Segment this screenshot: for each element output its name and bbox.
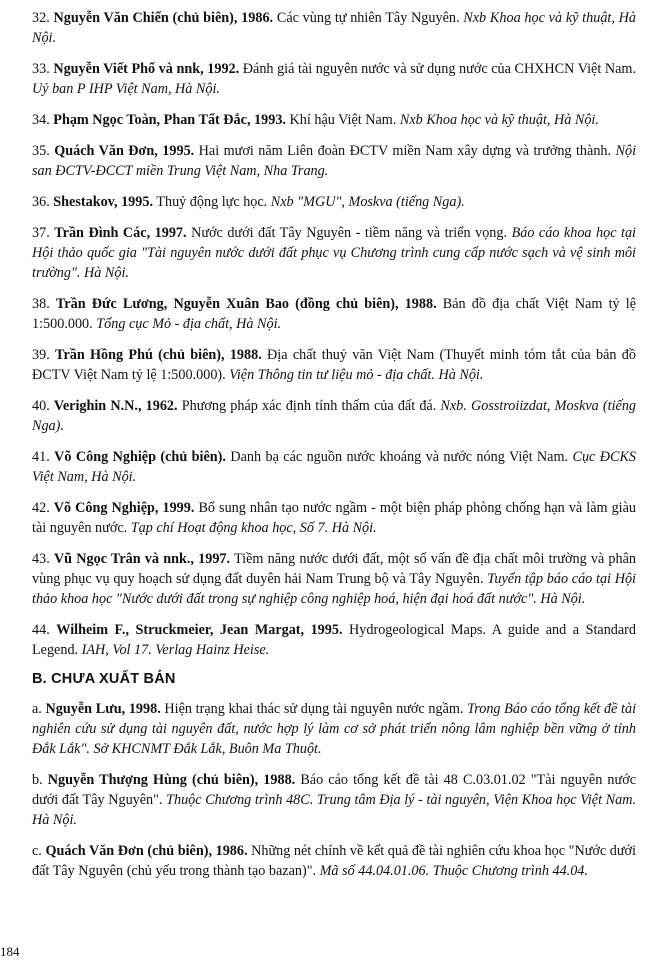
reference-source: IAH, Vol 17. Verlag Hainz Heise. xyxy=(81,642,270,658)
reference-number: 34. xyxy=(32,112,50,128)
reference-item xyxy=(32,8,636,48)
item-authors: Nguyễn Thượng Hùng (chủ biên), 1988. xyxy=(47,772,296,788)
reference-title: Tiềm năng nước dưới đất, một số vấn đề địa chất môi trường và phân vùng phục vụ quy hoạch sử dụng đất duyên hải Nam Trung bộ và Tây Nguyên. xyxy=(32,551,637,587)
reference-authors: Quách Văn Đơn, 1995. xyxy=(54,143,195,159)
reference-item xyxy=(32,549,636,609)
reference-number: 40. xyxy=(32,398,50,414)
reference-authors: Nguyễn Viết Phổ và nnk, 1992. xyxy=(53,61,240,77)
reference-title: Hai mươi năm Liên đoàn ĐCTV miền Nam xây dựng và trưởng thành. xyxy=(194,143,616,159)
reference-source: Nxb Khoa học và kỹ thuật, Hà Nội. xyxy=(399,112,599,128)
reference-number: 38. xyxy=(32,296,50,312)
reference-authors: Võ Công Nghiệp (chủ biên). xyxy=(54,449,226,465)
reference-source: Tạp chí Hoạt động khoa học, Số 7. Hà Nội. xyxy=(130,520,377,536)
reference-authors: Trần Đức Lương, Nguyễn Xuân Bao (đồng chủ biên), 1988. xyxy=(55,296,437,312)
reference-title: Bản đồ địa chất Việt Nam tỷ lệ 1:500.000. xyxy=(32,296,636,332)
reference-source: Uỷ ban P IHP Việt Nam, Hà Nội. xyxy=(32,81,220,97)
reference-list xyxy=(32,8,636,892)
reference-authors: Shestakov, 1995. xyxy=(53,194,154,210)
item-authors: Nguyễn Lưu, 1998. xyxy=(45,701,161,717)
reference-title: Nước dưới đất Tây Nguyên - tiềm năng và triển vọng. xyxy=(186,225,512,241)
item-letter: c. xyxy=(32,843,42,859)
unpublished-item xyxy=(32,699,636,759)
item-source: Mã số 44.04.01.06. Thuộc Chương trình 44.04. xyxy=(319,863,588,879)
reference-item xyxy=(32,223,636,283)
reference-number: 42. xyxy=(32,500,50,516)
unpublished-item xyxy=(32,841,636,881)
reference-item xyxy=(32,498,636,538)
reference-authors: Phạm Ngọc Toàn, Phan Tất Đắc, 1993. xyxy=(53,112,286,128)
reference-item xyxy=(32,396,636,436)
item-authors: Quách Văn Đơn (chủ biên), 1986. xyxy=(45,843,248,859)
reference-item xyxy=(32,141,636,181)
reference-source: Nxb "MGU", Moskva (tiếng Nga). xyxy=(270,194,465,210)
reference-number: 39. xyxy=(32,347,50,363)
reference-title: Khí hậu Việt Nam. xyxy=(285,112,400,128)
reference-title: Hydrogeological Maps. A guide and a Standard Legend. xyxy=(32,622,636,658)
item-title: Báo cáo tổng kết đề tài 48 C.03.01.02 "Tài nguyên nước dưới đất Tây Nguyên". xyxy=(32,772,637,808)
reference-item xyxy=(32,192,636,212)
reference-number: 37. xyxy=(32,225,50,241)
reference-authors: Trần Hồng Phú (chủ biên), 1988. xyxy=(55,347,262,363)
reference-source: Nội san ĐCTV-ĐCCT miền Trung Việt Nam, Nha Trang. xyxy=(32,143,637,179)
reference-number: 41. xyxy=(32,449,50,465)
reference-source: Báo cáo khoa học tại Hội thảo quốc gia "Tài nguyên nước dưới đất phục vụ Chương trình cung cấp nước sạch và vệ sinh môi trường". Hà Nội. xyxy=(32,225,636,281)
reference-source: Nxb. Gosstroiizdat, Moskva (tiếng Nga). xyxy=(32,398,637,434)
item-source: Thuộc Chương trình 48C. Trung tâm Địa lý - tài nguyên, Viện Khoa học Việt Nam. Hà Nội. xyxy=(32,792,636,828)
reference-item xyxy=(32,110,636,130)
reference-authors: Vũ Ngọc Trân và nnk., 1997. xyxy=(53,551,231,567)
item-letter: a. xyxy=(32,701,42,717)
reference-authors: Wilheim F., Struckmeier, Jean Margat, 1995. xyxy=(56,622,343,638)
reference-number: 36. xyxy=(32,194,50,210)
reference-number: 43. xyxy=(32,551,50,567)
unpublished-item xyxy=(32,770,636,830)
reference-number: 35. xyxy=(32,143,50,159)
reference-item xyxy=(32,447,636,487)
item-title: Hiện trạng khai thác sử dụng tài nguyên nước ngầm. xyxy=(160,701,468,717)
reference-source: Tổng cục Mỏ - địa chất, Hà Nội. xyxy=(96,316,282,332)
item-title: Những nét chính về kết quả đề tài nghiên cứu khoa học "Nước dưới đất Tây Nguyên (chủ yếu trong thành tạo bazan)". xyxy=(32,843,636,879)
reference-source: Tuyển tập báo cáo tại Hội thảo khoa học "Nước dưới đất trong sự nghiệp công nghiệp hoá, hiện đại hoá đất nước". Hà Nội. xyxy=(32,571,637,607)
reference-authors: Võ Công Nghiệp, 1999. xyxy=(53,500,195,516)
reference-item xyxy=(32,294,636,334)
reference-authors: Trần Đình Các, 1997. xyxy=(54,225,187,241)
reference-title: Danh bạ các nguồn nước khoáng và nước nóng Việt Nam. xyxy=(225,449,573,465)
item-letter: b. xyxy=(32,772,43,788)
reference-title: Các vùng tự nhiên Tây Nguyên. xyxy=(273,10,464,26)
reference-title: Thuỷ động lực học. xyxy=(153,194,271,210)
reference-source: Viện Thông tin tư liệu mỏ - địa chất. Hà Nội. xyxy=(229,367,484,383)
reference-title: Đánh giá tài nguyên nước và sử dụng nước của CHXHCN Việt Nam. xyxy=(239,61,637,77)
reference-title: Phương pháp xác định tính thấm của đất đá. xyxy=(177,398,441,414)
reference-authors: Verighin N.N., 1962. xyxy=(53,398,178,414)
reference-number: 33. xyxy=(32,61,50,77)
section-heading: B. CHƯA XUẤT BẢN xyxy=(32,671,176,687)
reference-source: Cục ĐCKS Việt Nam, Hà Nội. xyxy=(32,449,637,485)
reference-number: 44. xyxy=(32,622,50,638)
reference-number: 32. xyxy=(32,10,50,26)
reference-title: Địa chất thuỷ văn Việt Nam (Thuyết minh tóm tắt của bản đồ ĐCTV Việt Nam tỷ lệ 1:500.000). xyxy=(32,347,636,383)
reference-item xyxy=(32,59,636,99)
page-number: 184 xyxy=(0,944,20,959)
reference-item xyxy=(32,620,636,660)
reference-source: Nxb Khoa học và kỹ thuật, Hà Nội. xyxy=(32,10,636,46)
reference-item xyxy=(32,345,636,385)
reference-title: Bổ sung nhân tạo nước ngầm - một biện pháp phòng chống hạn và làm giàu tài nguyên nước. xyxy=(32,500,636,536)
item-source: Trong Báo cáo tổng kết đề tài nghiên cứu sử dụng tài nguyên đất, nước hợp lý làm cơ sở phát triển nông lâm nghiệp bền vững ở tỉnh Đắk Lắk". Sở KHCNMT Đắk Lắk, Buôn Ma Thuột. xyxy=(32,701,637,757)
reference-authors: Nguyễn Văn Chiển (chủ biên), 1986. xyxy=(53,10,274,26)
